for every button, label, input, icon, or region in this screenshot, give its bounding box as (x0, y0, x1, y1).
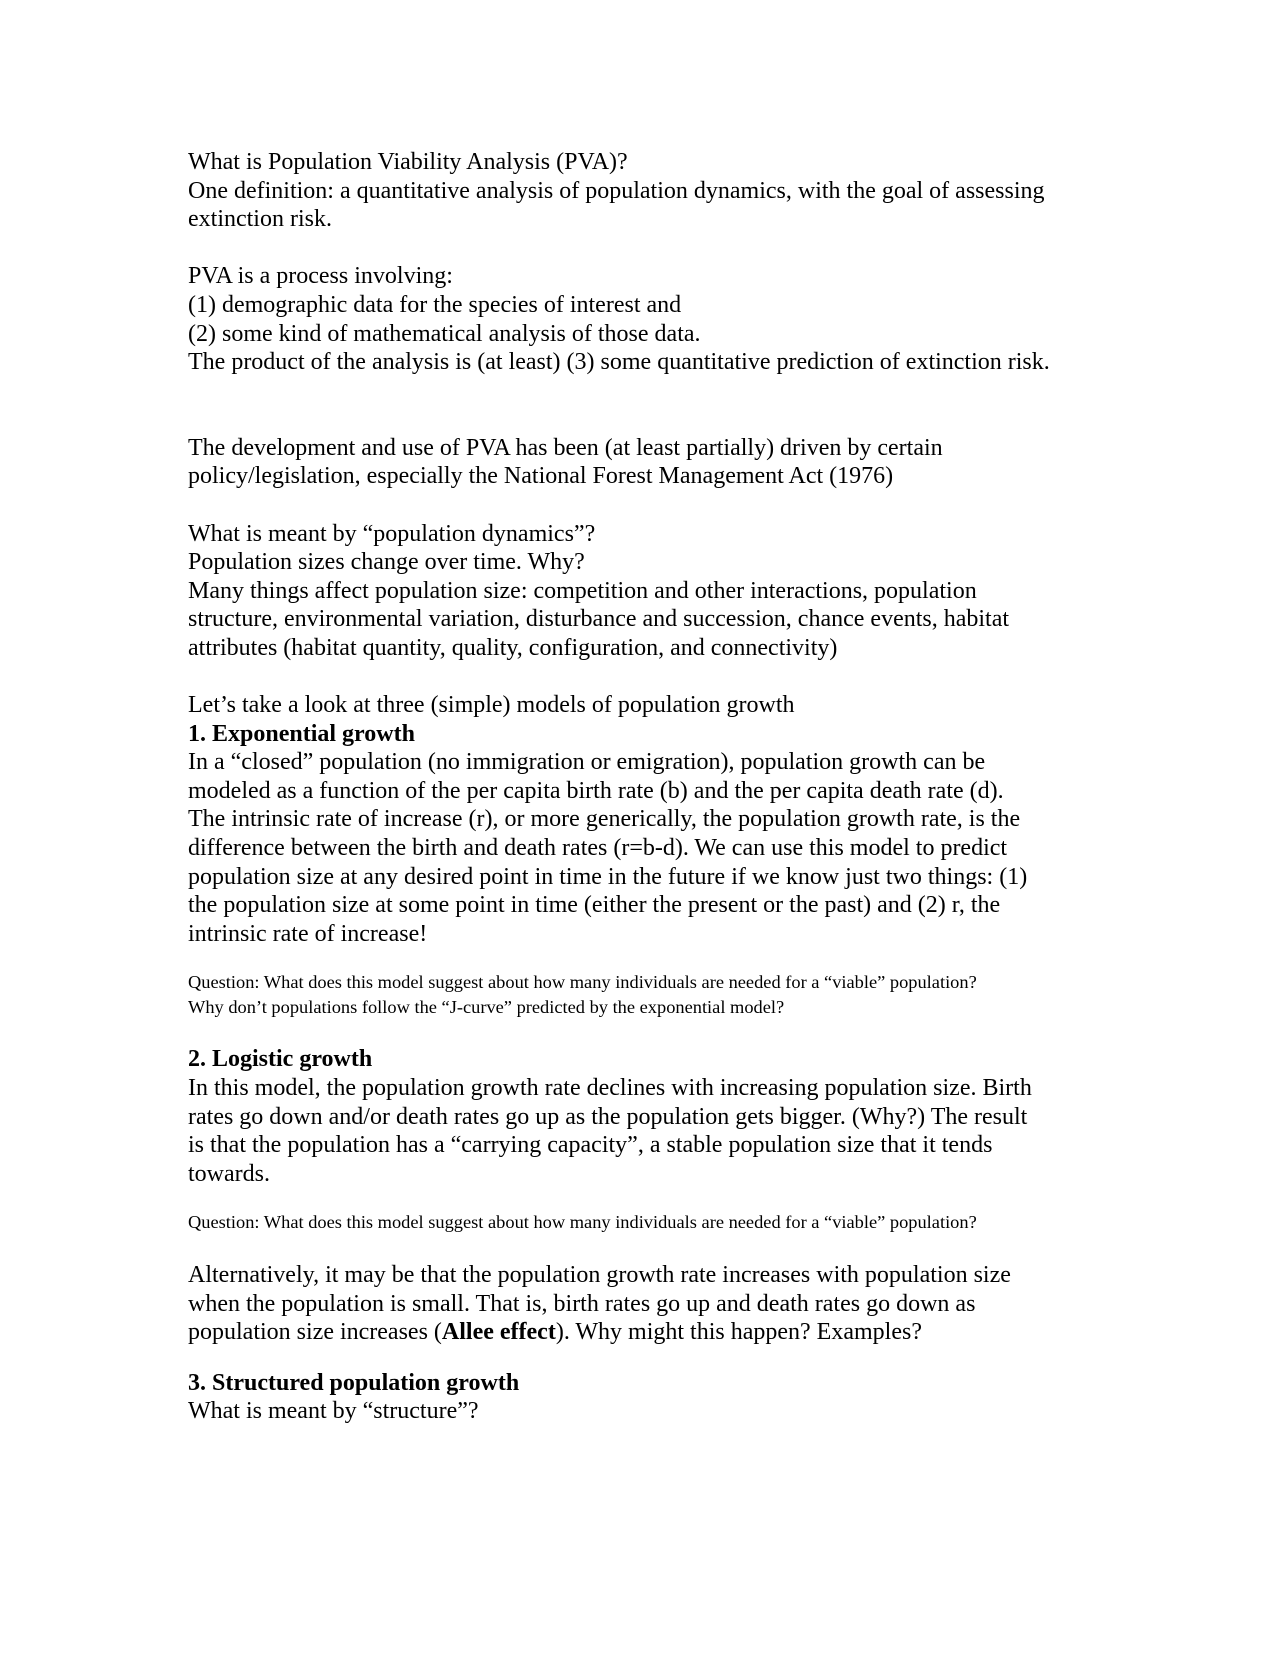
allee-line: Alternatively, it may be that the population growth rate increases with population size (188, 1261, 1011, 1288)
models-intro: Let’s take a look at three (simple) models of population growth (188, 692, 795, 719)
dynamics-question: What is meant by “population dynamics”? (188, 520, 596, 547)
exponential-line: In a “closed” population (no immigration or emigration), population growth can be (188, 749, 986, 776)
process-item: (2) some kind of mathematical analysis of those data. (188, 320, 701, 347)
pva-definition-line: extinction risk. (188, 206, 332, 233)
dynamics-line: Population sizes change over time. Why? (188, 549, 585, 576)
logistic-heading: 2. Logistic growth (188, 1046, 373, 1073)
exponential-line: population size at any desired point in time in the future if we know just two things: (1) (188, 863, 1028, 890)
structured-heading: 3. Structured population growth (188, 1369, 520, 1396)
logistic-question: Question: What does this model suggest about how many individuals are needed for a “viable” population? (188, 1212, 977, 1233)
exponential-question: Why don’t populations follow the “J-curve” predicted by the exponential model? (188, 996, 785, 1017)
paragraph-spacer (188, 491, 1188, 520)
process-lead: PVA is a process involving: (188, 263, 453, 290)
exponential-heading: 1. Exponential growth (188, 720, 415, 747)
allee-line (188, 1318, 1188, 1347)
paragraph-spacer (188, 1188, 1188, 1210)
process-product: The product of the analysis is (at least) (3) some quantitative prediction of extinction risk. (188, 349, 1050, 376)
paragraph-spacer (188, 663, 1188, 692)
document-body (188, 148, 1188, 1426)
paragraph-spacer (188, 1347, 1188, 1369)
logistic-line: rates go down and/or death rates go up as the population gets bigger. (Why?) The result (188, 1103, 1028, 1130)
policy-line: policy/legislation, especially the National Forest Management Act (1976) (188, 463, 894, 490)
exponential-line: intrinsic rate of increase! (188, 920, 428, 947)
pva-definition-line: One definition: a quantitative analysis of population dynamics, with the goal of assessing (188, 177, 1045, 204)
allee-line-start: population size increases ( (188, 1319, 442, 1346)
exponential-line: the population size at some point in time (either the present or the past) and (2) r, the (188, 892, 1001, 919)
allee-line: when the population is small. That is, birth rates go up and death rates go down as (188, 1290, 976, 1317)
dynamics-line: structure, environmental variation, disturbance and succession, chance events, habitat (188, 606, 1010, 633)
process-item: (1) demographic data for the species of interest and (188, 291, 682, 318)
structured-question: What is meant by “structure”? (188, 1398, 479, 1425)
exponential-line: difference between the birth and death rates (r=b-d). We can use this model to predict (188, 835, 1008, 862)
paragraph-spacer (188, 234, 1188, 263)
logistic-line: towards. (188, 1160, 270, 1187)
logistic-line: is that the population has a “carrying capacity”, a stable population size that it tends (188, 1132, 993, 1159)
allee-effect-term: Allee effect (441, 1319, 556, 1346)
allee-line-end: ). Why might this happen? Examples? (555, 1319, 922, 1346)
paragraph-spacer (188, 948, 1188, 970)
paragraph-spacer (188, 377, 1188, 434)
paragraph-spacer (188, 1019, 1188, 1045)
exponential-line: The intrinsic rate of increase (r), or more generically, the population growth rate, is the (188, 806, 1021, 833)
logistic-line: In this model, the population growth rate declines with increasing population size. Birth (188, 1075, 1032, 1102)
policy-line: The development and use of PVA has been (at least partially) driven by certain (188, 434, 943, 461)
dynamics-line: attributes (habitat quantity, quality, configuration, and connectivity) (188, 634, 838, 661)
pva-title: What is Population Viability Analysis (PVA)? (188, 149, 628, 175)
dynamics-line: Many things affect population size: competition and other interactions, population (188, 577, 977, 604)
exponential-question: Question: What does this model suggest about how many individuals are needed for a “viable” population? (188, 972, 977, 993)
paragraph-spacer (188, 1235, 1188, 1261)
exponential-line: modeled as a function of the per capita birth rate (b) and the per capita death rate (d). (188, 777, 1004, 804)
